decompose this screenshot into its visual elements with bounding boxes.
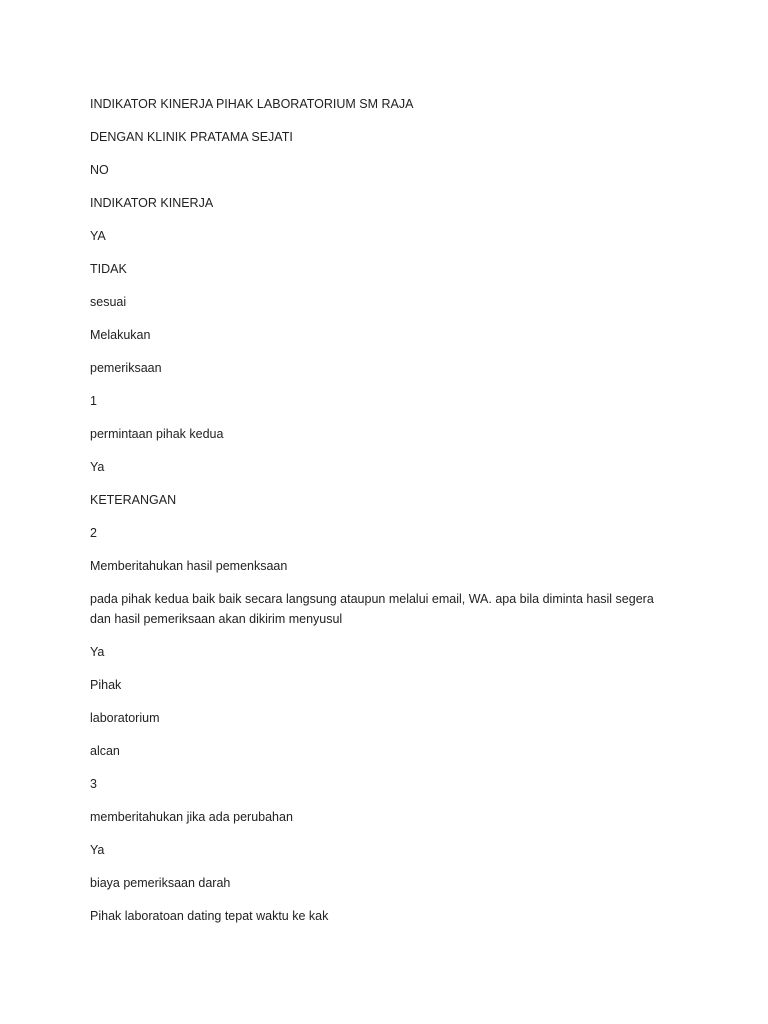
document-subtitle: DENGAN KLINIK PRATAMA SEJATI [90, 130, 293, 144]
column-header-tidak: TIDAK [90, 262, 127, 276]
document-title: INDIKATOR KINERJA PIHAK LABORATORIUM SM RAJA [90, 97, 414, 111]
paragraph: laboratorium [90, 711, 160, 725]
row-number: 2 [90, 526, 97, 540]
paragraph: pemeriksaan [90, 361, 162, 375]
column-header-ya: YA [90, 229, 106, 243]
paragraph: permintaan pihak kedua [90, 427, 224, 441]
column-header-no: NO [90, 163, 109, 177]
paragraph: Pihak [90, 678, 122, 692]
paragraph: Melakukan [90, 328, 151, 342]
paragraph: sesuai [90, 295, 127, 309]
paragraph: Ya [90, 645, 105, 659]
paragraph: biaya pemeriksaan darah [90, 876, 231, 890]
row-number: 1 [90, 394, 97, 408]
paragraph: Ya [90, 843, 105, 857]
column-header-indikator: INDIKATOR KINERJA [90, 196, 214, 210]
column-header-keterangan: KETERANGAN [90, 493, 177, 507]
paragraph: Ya [90, 460, 105, 474]
paragraph: Pihak laboratoan dating tepat waktu ke kak [90, 909, 329, 923]
paragraph: pada pihak kedua baik baik secara langsung ataupun melalui email, WA. apa bila diminta hasil segera dan hasil pemeriksaan akan dikirim menyusul [90, 592, 658, 626]
paragraph: Memberitahukan hasil pemenksaan [90, 559, 288, 573]
row-number: 3 [90, 777, 97, 791]
paragraph: alcan [90, 744, 120, 758]
document-body [90, 94, 670, 939]
paragraph: memberitahukan jika ada perubahan [90, 810, 293, 824]
